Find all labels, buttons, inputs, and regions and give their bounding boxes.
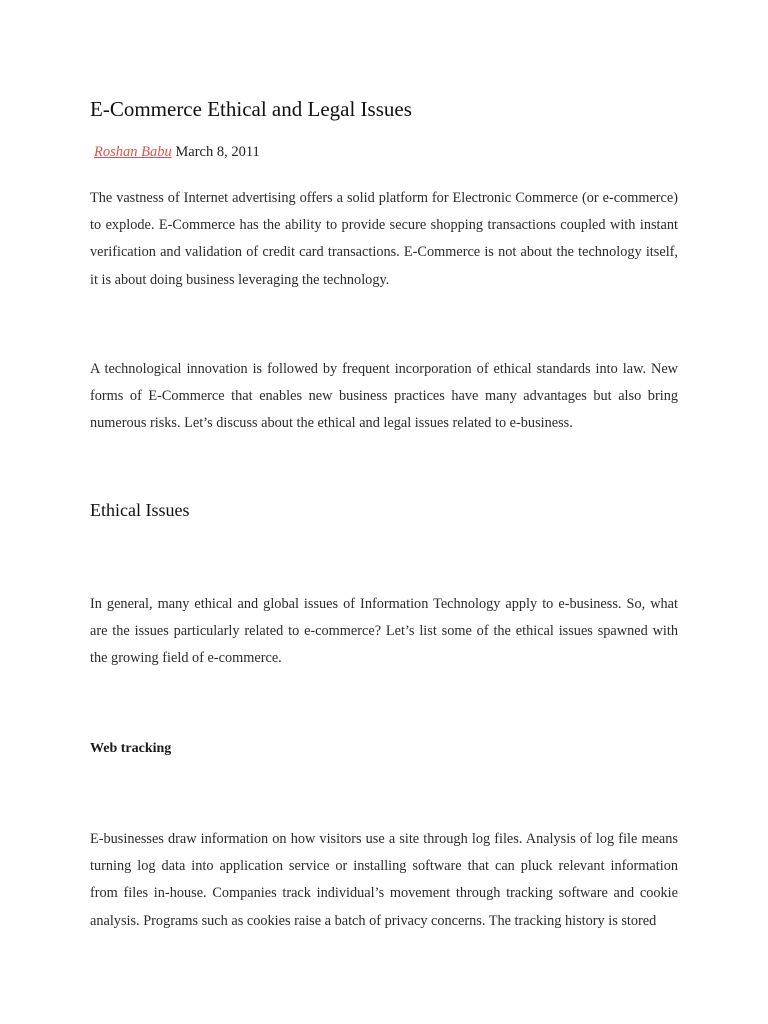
article-title: E-Commerce Ethical and Legal Issues [90, 97, 412, 121]
author-link[interactable]: Roshan Babu [94, 144, 172, 160]
innovation-paragraph: A technological innovation is followed by frequent incorporation of ethical standards into law. New forms of E-Commerce that enables new business practices have many advantages but also bring numerous risks. Let’s discuss about the ethical and legal issues related to e-business. [90, 361, 678, 432]
byline [94, 144, 260, 161]
ethical-issues-paragraph: In general, many ethical and global issues of Information Technology apply to e-business. So, what are the issues particularly related to e-commerce? Let’s list some of the ethical issues spawned with the growing field of e-commerce. [90, 596, 678, 667]
intro-paragraph: The vastness of Internet advertising offers a solid platform for Electronic Commerce (or e-commerce) to explode. E-Commerce has the ability to provide secure shopping transactions coupled with instant verification and validation of credit card transactions. E-Commerce is not about the technology itself, it is about doing business leveraging the technology. [90, 190, 678, 288]
publish-date: March 8, 2011 [175, 144, 260, 160]
subsection-heading-web-tracking: Web tracking [90, 741, 172, 756]
web-tracking-paragraph: E-businesses draw information on how visitors use a site through log files. Analysis of log file means turning log data into application service or installing software that can pluck relevant information from files in-house. Companies track individual’s movement through tracking software and cookie analysis. Programs such as cookies raise a batch of privacy concerns. The tracking history is stored [90, 831, 678, 929]
section-heading-ethical-issues: Ethical Issues [90, 500, 190, 520]
